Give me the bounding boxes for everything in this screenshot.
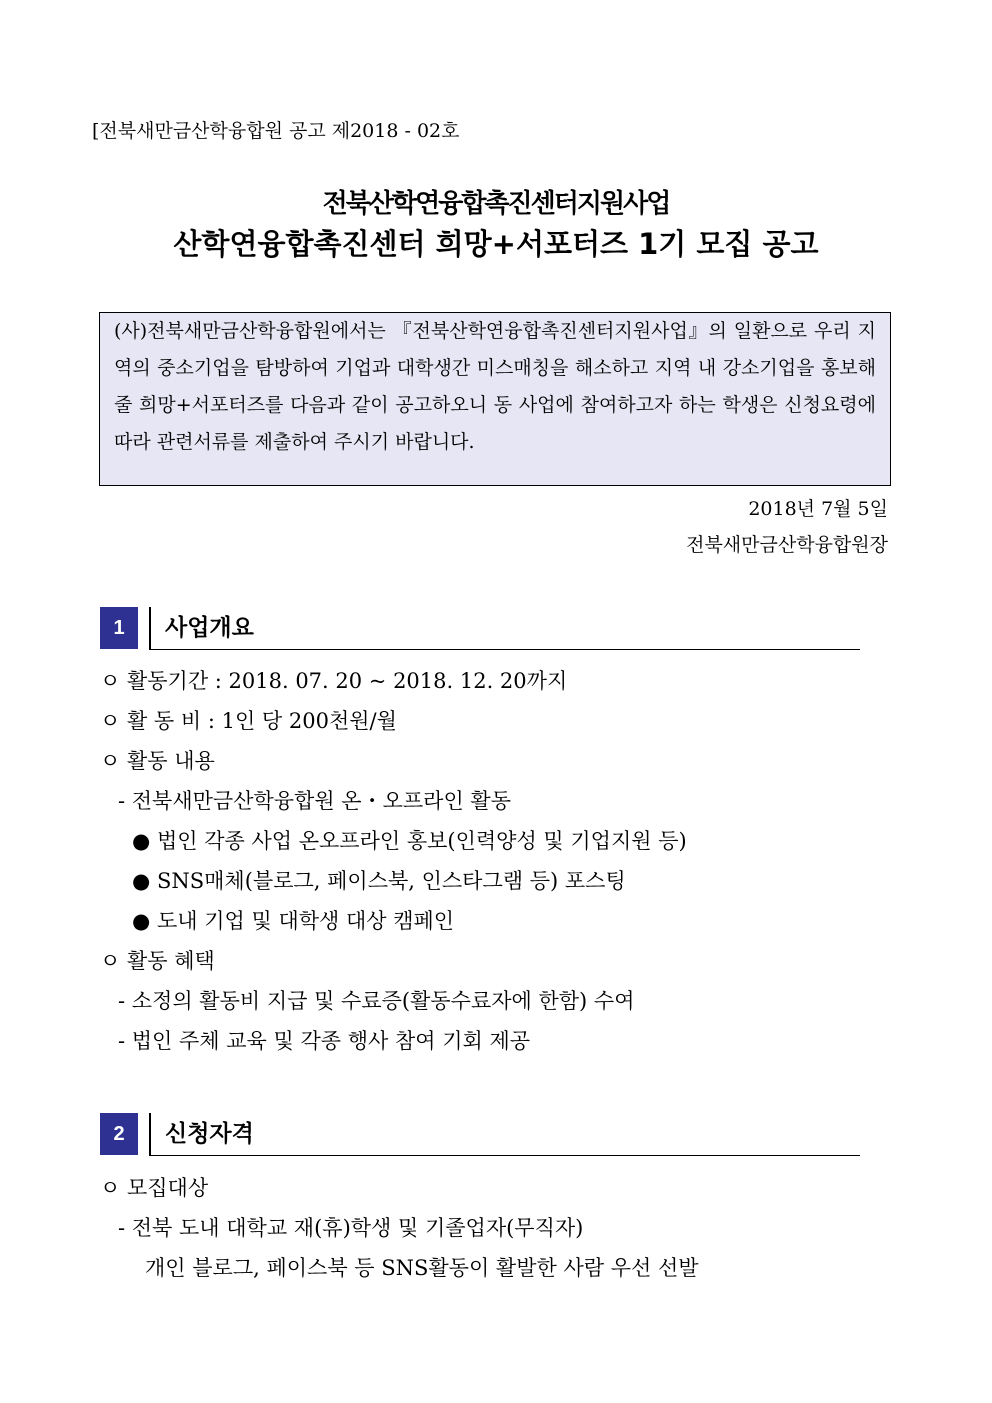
section-title: 신청자격 [149, 1113, 860, 1156]
title-program: 전북산학연융합촉진센터지원사업 [322, 189, 670, 219]
list-item: - 전북 도내 대학교 재(휴)학생 및 기졸업자(무직자) [118, 1216, 584, 1240]
title-main: 산학연융합촉진센터 희망+서포터즈 1기 모집 공고 [173, 227, 819, 261]
list-item: ㅇ 모집대상 [100, 1176, 209, 1200]
section-1-heading [100, 607, 860, 649]
list-item: ㅇ 활동 혜택 [100, 949, 215, 973]
section-number: 1 [100, 607, 138, 649]
section-title: 사업개요 [149, 607, 860, 650]
intro-box: (사)전북새만금산학융합원에서는 『전북산학연융합촉진센터지원사업』의 일환으로 우리 지역의 중소기업을 탐방하여 기업과 대학생간 미스매칭을 해소하고 지역 내 강소기업을 홍보해줄 희망+서포터즈를 다음과 같이 공고하오니 동 사업에 참여하고자 하는 학생은 신청요령에 따라 관련서류를 제출하여 주시기 바랍니다. [99, 312, 891, 486]
signer: 전북새만금산학융합원장 [686, 534, 888, 556]
list-item: - 소정의 활동비 지급 및 수료증(활동수료자에 한함) 수여 [118, 989, 635, 1013]
list-item: ● 법인 각종 사업 온오프라인 홍보(인력양성 및 기업지원 등) [132, 829, 687, 853]
list-item: ● 도내 기업 및 대학생 대상 캠페인 [132, 909, 455, 933]
section-2-heading [100, 1113, 860, 1155]
list-item: ● SNS매체(블로그, 페이스북, 인스타그램 등) 포스팅 [132, 869, 626, 893]
list-item: - 법인 주체 교육 및 각종 행사 참여 기회 제공 [118, 1029, 531, 1053]
list-item: 개인 블로그, 페이스북 등 SNS활동이 활발한 사람 우선 선발 [145, 1256, 699, 1280]
list-item: ㅇ 활동기간 : 2018. 07. 20 ~ 2018. 12. 20까지 [100, 669, 568, 693]
list-item: ㅇ 활동 내용 [100, 749, 215, 773]
announcement-number: [전북새만금산학융합원 공고 제2018 - 02호 [92, 120, 460, 142]
announcement-date: 2018년 7월 5일 [748, 498, 888, 520]
list-item: - 전북새만금산학융합원 온・오프라인 활동 [118, 789, 511, 813]
section-number: 2 [100, 1113, 138, 1155]
list-item: ㅇ 활 동 비 : 1인 당 200천원/월 [100, 709, 397, 733]
